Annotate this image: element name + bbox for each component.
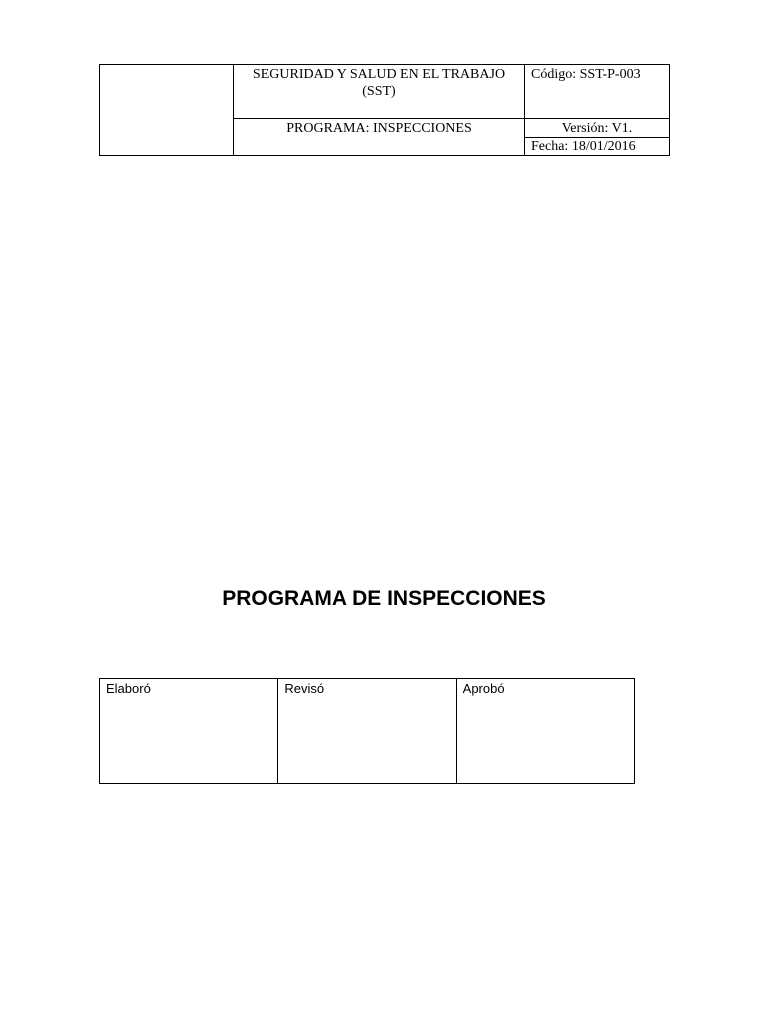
signature-table — [99, 678, 635, 784]
signature-cell-elaboro: Elaboró — [100, 679, 278, 784]
signature-cell-aprobo: Aprobó — [456, 679, 634, 784]
document-code: Código: SST-P-003 — [525, 65, 670, 119]
program-name: PROGRAMA: INSPECCIONES — [234, 118, 525, 155]
signature-cell-reviso: Revisó — [278, 679, 456, 784]
header-title: SEGURIDAD Y SALUD EN EL TRABAJO (SST) — [234, 65, 525, 119]
logo-cell — [100, 65, 234, 156]
page-title: PROGRAMA DE INSPECCIONES — [222, 587, 546, 610]
document-header-table — [99, 64, 670, 156]
document-version: Versión: V1. — [525, 118, 670, 137]
document-date: Fecha: 18/01/2016 — [525, 137, 670, 155]
